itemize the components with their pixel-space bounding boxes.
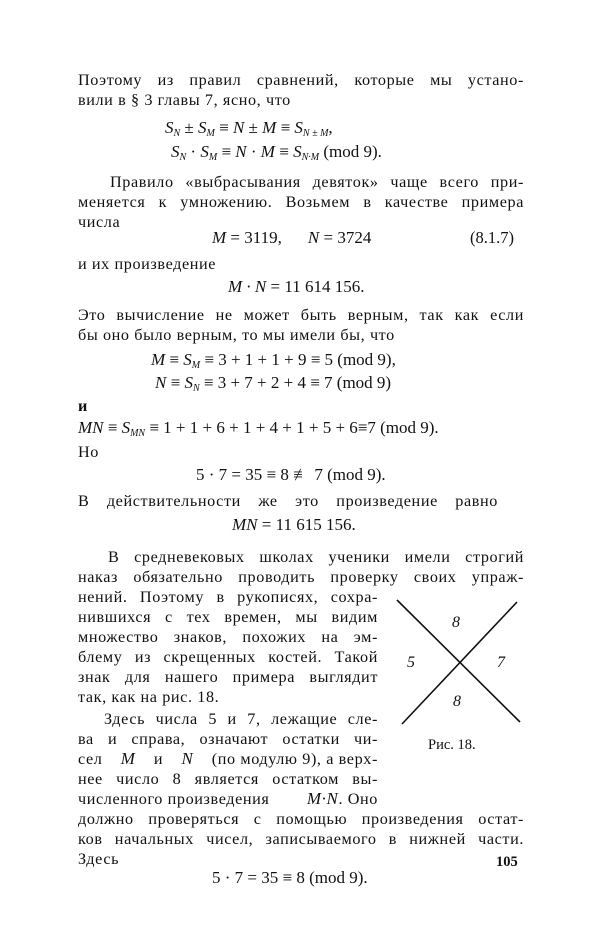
eq-value: = 11 615 156.: [257, 515, 356, 534]
equation-8: 5 · 7 = 35 ≡ 8 ≢ 7 (mod 9).: [196, 465, 386, 484]
eq-op: ≡: [165, 350, 184, 369]
text-line: знак для нашего примера выглядит: [78, 668, 378, 686]
text-span: и: [153, 750, 164, 768]
text-line: Поэтому из правил сравнений, которые мы устано-: [78, 71, 524, 89]
eq-symbol: M·N: [306, 789, 339, 808]
text-line: В действительности же это произведение равно: [78, 492, 498, 510]
eq-symbol: S: [198, 118, 207, 137]
figure-label-bottom: 8: [453, 693, 461, 710]
text-line: нившихся с тех времен, мы видим: [78, 608, 378, 626]
eq-op: ·: [246, 142, 261, 161]
text-line: Это вычисление не может быть верным, так как если: [78, 306, 524, 324]
eq-value: = 3724: [319, 228, 372, 247]
eq-value: ≡ 3 + 7 + 2 + 4 ≡ 7 (mod 9): [199, 373, 392, 392]
eq-sub: M: [208, 152, 218, 163]
eq-symbol: M: [262, 118, 277, 137]
eq-symbol: M: [151, 350, 166, 369]
eq-symbol: N: [181, 749, 194, 768]
eq-sub: N: [179, 152, 187, 163]
text-line: и их произведение: [78, 255, 217, 273]
figure-caption: Рис. 18.: [428, 737, 476, 753]
text-span: численного произведения: [78, 790, 270, 808]
equation-9: [232, 515, 356, 535]
eq-sub: M: [206, 128, 215, 139]
eq-value: ≡ 3 + 1 + 1 + 9 ≡ 5 (mod 9),: [200, 350, 396, 369]
text-line: множество знаков, похожих на эм-: [78, 628, 378, 646]
eq-symbol: S: [200, 142, 209, 161]
text-line: Правило «выбрасывания девяток» чаще всего при-: [110, 173, 524, 191]
text-line: Но: [78, 443, 99, 461]
text-span: . Оно: [338, 790, 378, 808]
equation-2: [171, 142, 382, 168]
eq-value: = 3119,: [226, 228, 282, 247]
eq-symbol: S: [121, 418, 131, 437]
figure-label-left: 5: [407, 654, 415, 671]
equation-4: [228, 277, 364, 297]
eq-op: ≡: [274, 142, 294, 161]
equation-10: 5 · 7 = 35 ≡ 8 (mod 9).: [212, 868, 368, 887]
eq-symbol: MN: [78, 418, 104, 437]
eq-symbol: N: [235, 142, 247, 161]
text-line: наказ обязательно проводить проверку своих упраж-: [78, 568, 524, 586]
eq-op: ±: [244, 118, 263, 137]
eq-sub: N: [192, 383, 200, 394]
eq-op: ±: [180, 118, 199, 137]
eq-sub: MN: [130, 428, 146, 439]
equation-number: (8.1.7): [470, 228, 514, 247]
eq-symbol: S: [184, 373, 193, 392]
text-line: блему из скрещенных костей. Такой: [78, 648, 378, 666]
eq-symbol: S: [183, 350, 192, 369]
text-line: так, как на рис. 18.: [78, 688, 220, 706]
text-line: меняется к умножению. Возьмем в качестве примера: [78, 193, 524, 211]
text-span: (по модулю 9), а верх-: [211, 750, 378, 768]
eq-symbol: M · N: [228, 277, 267, 296]
text-line: Здесь: [78, 850, 120, 868]
eq-mod: (mod 9).: [319, 142, 382, 161]
text-line: ва и справа, означают остатки чи-: [78, 730, 378, 748]
text-line: числа: [78, 213, 121, 231]
text-line: должно проверяться с помощью произведения остат-: [78, 810, 524, 828]
eq-op: ≡: [103, 418, 122, 437]
eq-symbol: S: [171, 142, 180, 161]
eq-symbol: N: [155, 373, 167, 392]
figure-label-right: 7: [497, 654, 505, 671]
page-number: 105: [496, 854, 518, 870]
text-line: нений. Поэтому в рукописях, сохра-: [78, 588, 378, 606]
figure-label-top: 8: [452, 614, 460, 631]
text-line: вили в § 3 главы 7, ясно, что: [78, 91, 291, 109]
equation-7: [78, 418, 439, 444]
text-line: [78, 789, 378, 809]
eq-symbol: M: [120, 749, 136, 768]
text-line: нее число 8 является остатком вы-: [78, 770, 378, 788]
eq-sub: N ± M: [302, 128, 329, 139]
text-line: бы оно было верным, то мы имели бы, что: [78, 326, 395, 344]
eq-sub: M: [191, 360, 201, 371]
eq-sub: N·M: [301, 152, 320, 163]
text-line: и: [78, 397, 88, 415]
text-line: ков начальных чисел, записываемого в нижней части.: [78, 830, 524, 848]
eq-symbol: MN: [232, 515, 258, 534]
eq-sub: N: [173, 128, 181, 139]
eq-punct: ,: [328, 118, 333, 137]
eq-value: = 11 614 156.: [266, 277, 365, 296]
eq-symbol: N: [307, 228, 320, 247]
eq-symbol: S: [294, 118, 303, 137]
eq-symbol: S: [293, 142, 302, 161]
text-line: В средневековых школах ученики имели строгий: [108, 548, 524, 566]
eq-op: ≡: [214, 118, 233, 137]
eq-symbol: S: [165, 118, 174, 137]
eq-op: ≡: [217, 142, 236, 161]
figure-18-crossed-bones: [390, 590, 540, 760]
equation-1: [165, 118, 333, 144]
eq-op: ·: [186, 142, 201, 161]
text-line: Здесь числа 5 и 7, лежащие сле-: [104, 710, 378, 728]
text-span: сел: [78, 750, 103, 768]
cross-lines-icon: [390, 590, 540, 760]
eq-value: ≡ 1 + 1 + 6 + 1 + 4 + 1 + 5 + 6≡7 (mod 9).: [145, 418, 439, 437]
eq-symbol: M: [212, 228, 227, 247]
eq-symbol: N: [232, 118, 245, 137]
eq-op: ≡: [166, 373, 185, 392]
text-line: [78, 749, 378, 769]
eq-symbol: M: [260, 142, 275, 161]
eq-op: ≡: [276, 118, 295, 137]
equation-3: [212, 228, 371, 248]
